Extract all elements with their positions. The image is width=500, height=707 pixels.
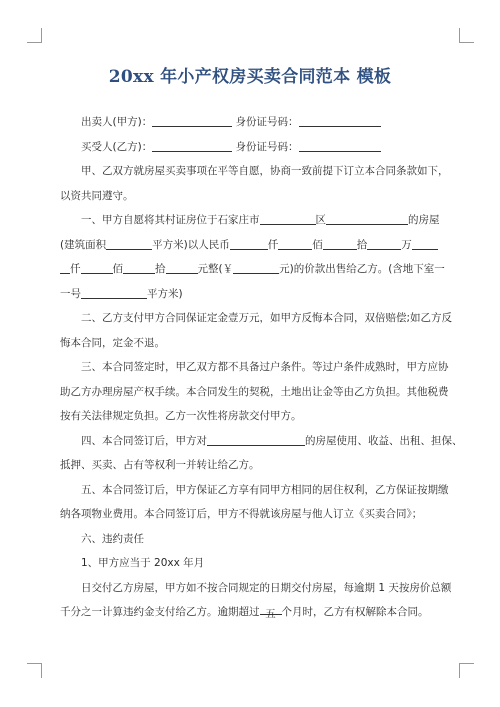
clause-6-line-2: 日交付乙方房屋，甲方如不按合同规定的日期交付房屋，每逾期 1 天按房价总额 — [81, 581, 452, 594]
basement-no-label: 一号 — [60, 287, 81, 300]
price-qian-blank[interactable] — [230, 237, 268, 250]
crop-mark-bottom-right — [459, 663, 474, 678]
clause-4-tail: 的房屋使用、收益、出租、担保、 — [305, 434, 463, 447]
clause-1-line-3 — [60, 257, 445, 282]
seller-line — [60, 110, 442, 135]
overdue-months-value: 五 — [265, 608, 276, 620]
preamble-line-1: 甲、乙双方就房屋买卖事项在平等自愿，协商一致前提下订立本合同条款如下， — [81, 165, 449, 177]
clause-6-heading: 六、违约责任 — [81, 532, 144, 545]
seller-name-blank[interactable] — [152, 114, 232, 127]
rmb-label: 平方米)以人民币 — [152, 238, 230, 251]
qian-unit: 仟 — [267, 238, 279, 251]
crop-mark-top-right — [459, 28, 474, 43]
clause-3-line-3: 按有关法律规定负担。乙方一次性将房款交付甲方。 — [60, 410, 302, 422]
price-tail-blank[interactable] — [412, 237, 438, 250]
clause-5-line-1: 五、本合同签订后，甲方保证乙方享有同甲方相同的居住权利，乙方保证按期缴 — [81, 483, 449, 496]
document-title: 20xx 年小产权房买卖合同范本 模板 — [108, 67, 392, 87]
clause-2-line-2: 悔本合同，定金不退。 — [60, 336, 165, 349]
preamble-line-2: 以资共同遵守。 — [60, 189, 134, 202]
overdue-months-blank[interactable] — [260, 602, 282, 620]
seller-id-blank[interactable] — [299, 114, 381, 127]
district-label: 区 — [315, 214, 326, 226]
location-blank[interactable] — [326, 212, 408, 225]
clause-2-line-1: 二、乙方支付甲方合同保证定金壹万元，如甲方反悔本合同，双倍赔偿;如乙方反 — [81, 312, 453, 324]
price-qian2-lead-blank[interactable] — [60, 261, 70, 274]
clause-5-line-2: 纳各项物业费用。本合同签订后，甲方不得就该房屋与他人订立《买卖合同》； — [60, 508, 423, 520]
price-figure-blank[interactable] — [233, 261, 279, 274]
overdue-text: 千分之一计算违约金支付给乙方。逾期超过 — [60, 606, 260, 618]
house-label: 的房屋 — [408, 214, 440, 226]
area-label: (建筑面积 — [60, 238, 107, 251]
clause-1-line-2 — [60, 233, 442, 258]
clause-1-line-4 — [60, 282, 442, 307]
seller-label: 出卖人(甲方)： — [81, 116, 153, 128]
bai-unit: 佰 — [312, 238, 323, 251]
price-wan-blank[interactable] — [367, 237, 401, 250]
price-shi-blank[interactable] — [323, 237, 357, 250]
basement-area-blank[interactable] — [81, 286, 147, 299]
clause-3-line-2: 助乙方办理房屋产权手续。本合同发生的契税，土地出让金等由乙方负担。其他税费 — [60, 385, 449, 398]
buyer-line — [60, 135, 442, 160]
seller-id-label: 身份证号码： — [235, 116, 299, 128]
clause-6-item-1: 1、甲方应当于 20xx 年月 — [81, 557, 205, 569]
qian2-unit: 仟 — [70, 263, 81, 275]
clause-1-text: 一、甲方自愿将其村证房位于石家庄市 — [81, 214, 260, 226]
basement-unit: 平方米) — [147, 287, 183, 300]
crop-mark-top-left — [27, 28, 42, 43]
document-body — [60, 110, 463, 625]
clause-1-tail: 元)的价款出售给乙方。(含地下室一 — [279, 263, 445, 275]
buyer-name-blank[interactable] — [152, 139, 232, 152]
wan-unit: 万 — [401, 238, 412, 251]
buyer-id-blank[interactable] — [299, 139, 381, 152]
shi-unit: 拾 — [356, 238, 368, 251]
price-shi2-blank[interactable] — [123, 261, 155, 274]
clause-4-line-2: 抵押、买卖、占有等权利一并转让给乙方。 — [60, 459, 260, 471]
district-blank[interactable] — [260, 212, 316, 225]
bai2-unit: 佰 — [112, 263, 123, 275]
clause-4-text: 四、本合同签订后，甲方对 — [81, 434, 207, 447]
clause-6-line-3 — [60, 600, 442, 625]
clause-1-line-1 — [60, 208, 442, 233]
price-bai2-blank[interactable] — [81, 261, 113, 274]
shi2-unit: 拾 — [155, 263, 166, 275]
yuan-zheng-label: 元整(￥ — [197, 263, 234, 275]
overdue-tail: 个月时，乙方有权解除本合同。 — [281, 606, 429, 618]
price-bai-blank[interactable] — [278, 237, 312, 250]
area-blank[interactable] — [106, 237, 152, 250]
crop-mark-bottom-left — [27, 663, 42, 678]
buyer-label: 买受人(乙方)： — [81, 140, 153, 153]
price-yuan-blank[interactable] — [166, 261, 198, 274]
clause-4-line-1 — [60, 429, 463, 454]
clause-3-line-1: 三、本合同签定时，甲乙双方都不具备过户条件。等过户条件成熟时，甲方应协 — [81, 361, 449, 373]
buyer-id-label: 身份证号码： — [235, 140, 299, 153]
clause-4-house-blank[interactable] — [207, 433, 305, 446]
